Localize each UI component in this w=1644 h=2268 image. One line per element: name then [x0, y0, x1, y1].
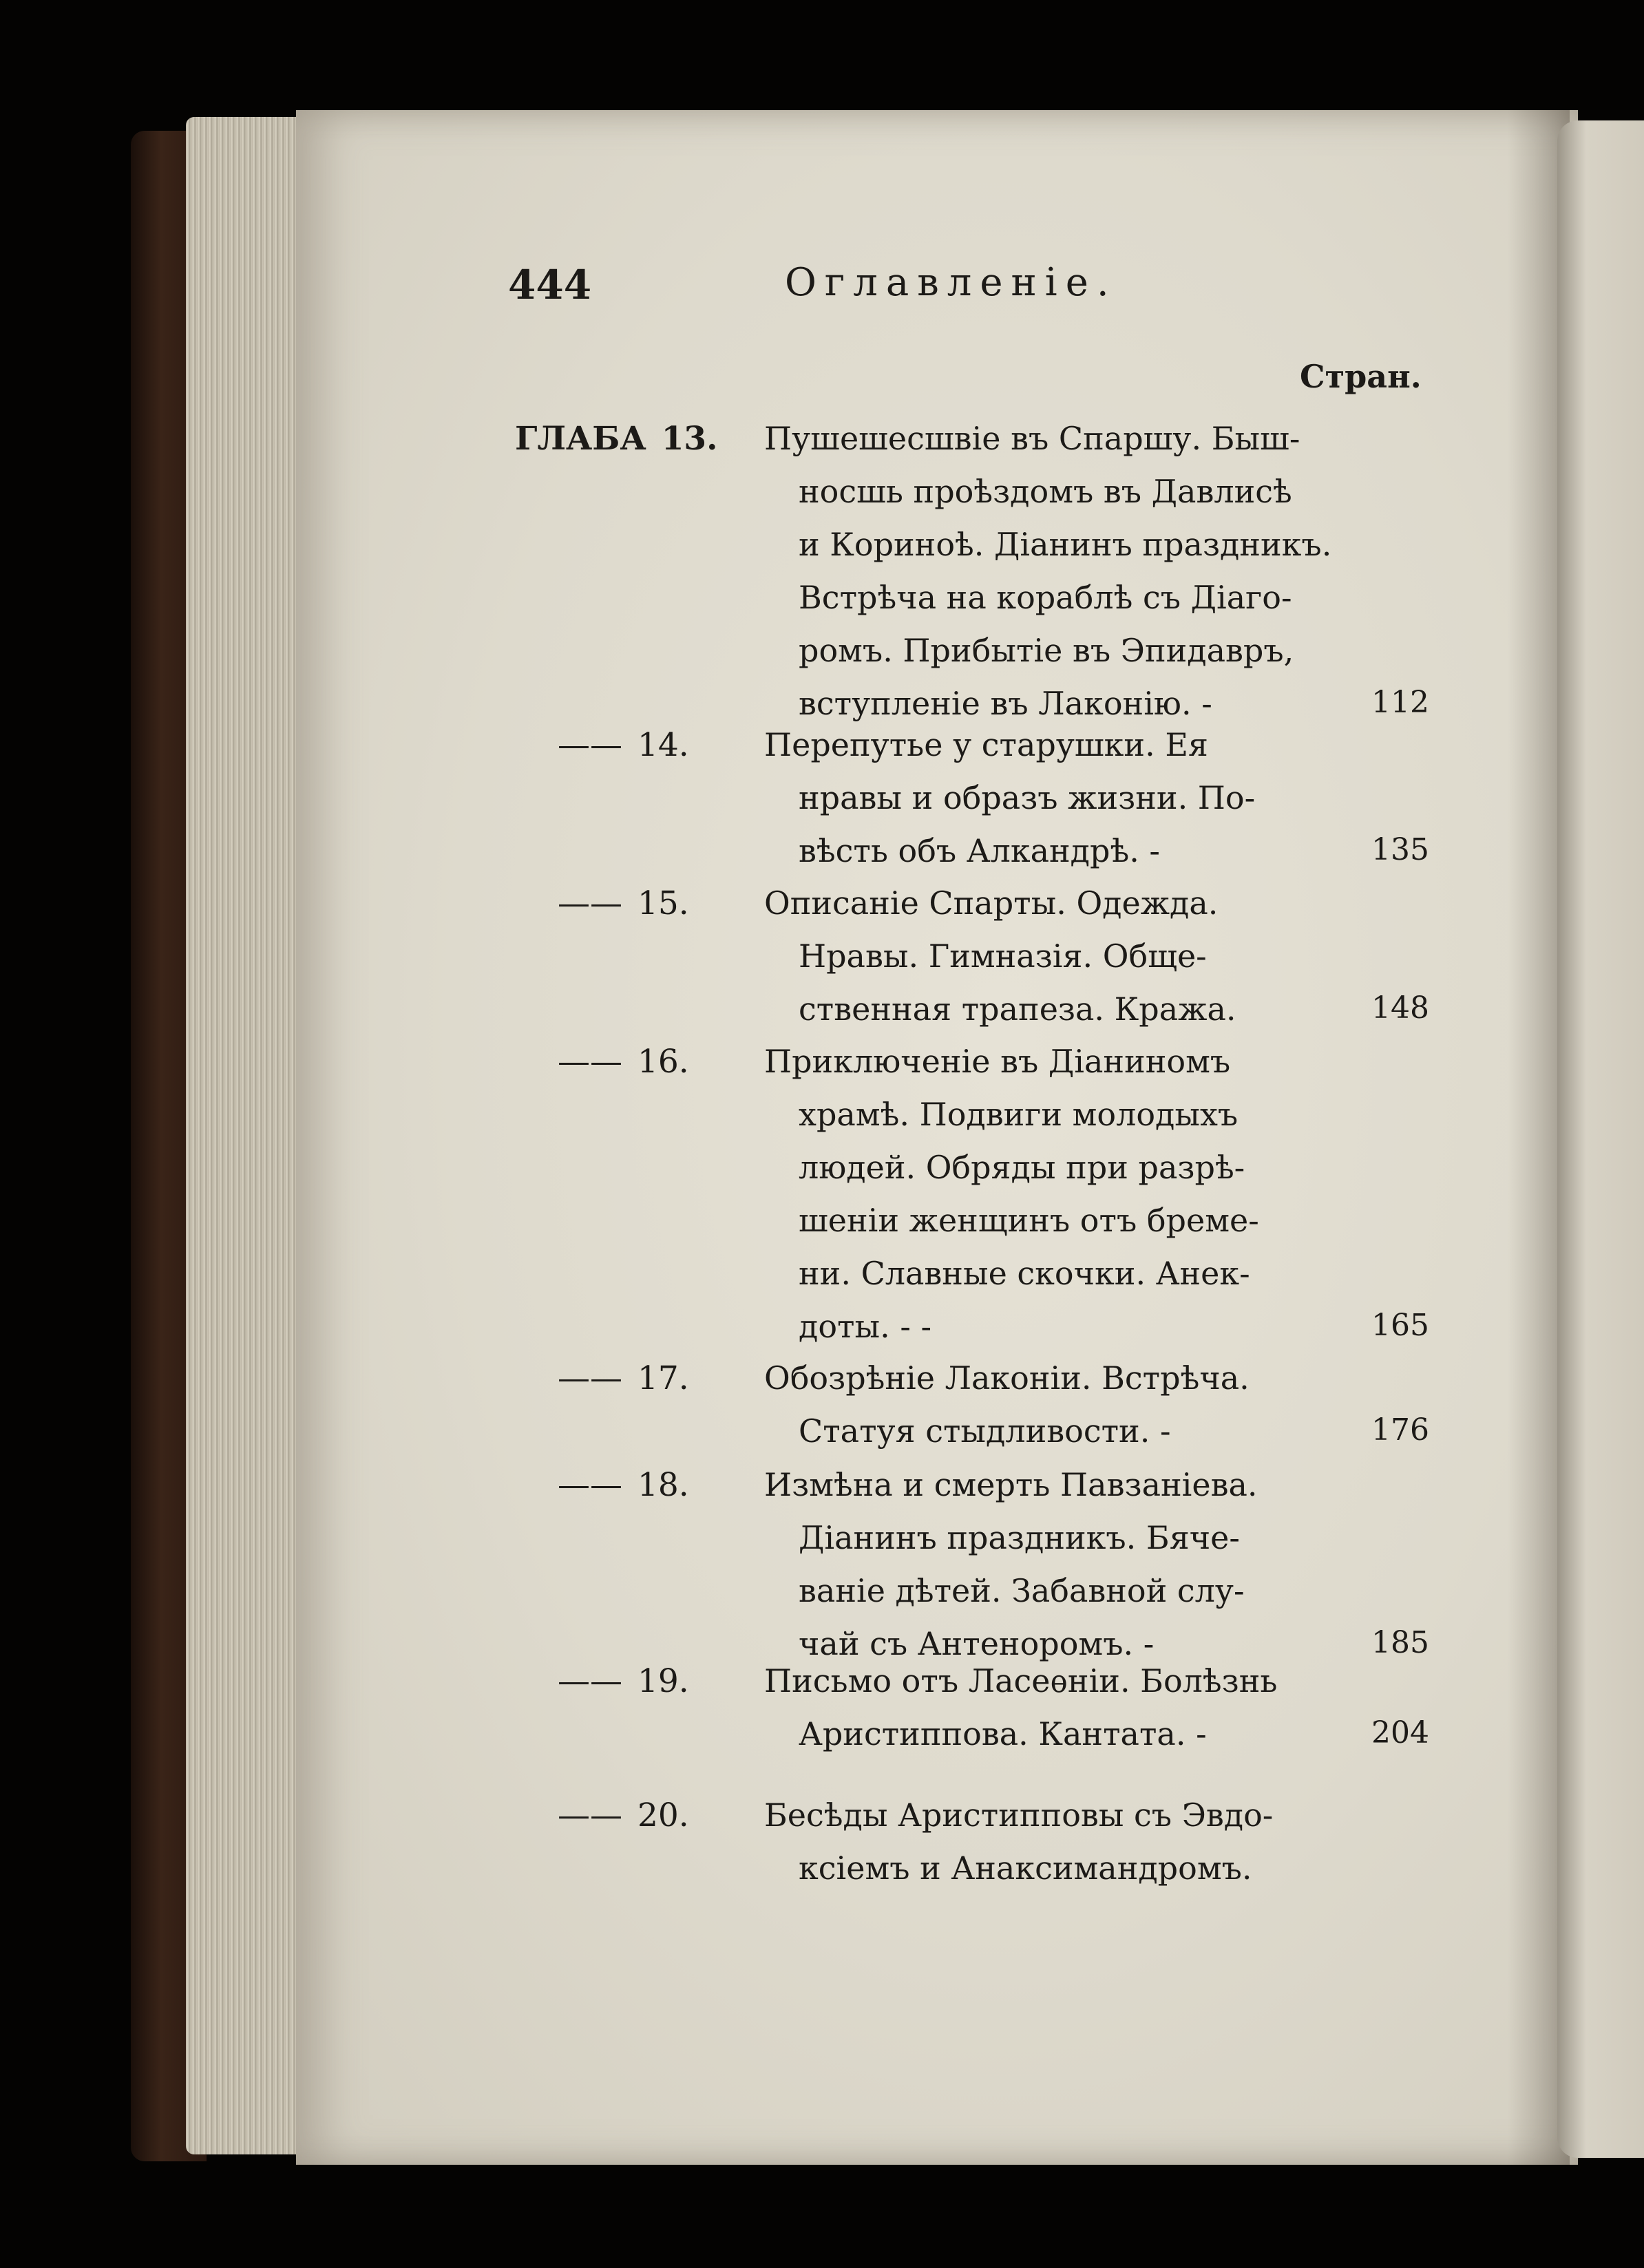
chapter-description-line: Нравы. Гимназія. Обще- [799, 937, 1207, 975]
chapter-description-line: Встрѣча на кораблѣ съ Діаго- [799, 579, 1292, 616]
chapter-number: 20. [637, 1797, 689, 1834]
chapter-description-line: Аристиппова. Кантата. - [799, 1715, 1207, 1752]
chapter-description-line: Статуя стыдливости. - [799, 1412, 1171, 1450]
page-number: 444 [508, 262, 592, 308]
toc-entry-label [558, 1043, 689, 1081]
chapter-label: —— [558, 1359, 622, 1397]
page-reference: 204 [1371, 1715, 1429, 1750]
chapter-description-line: Бесѣды Аристипповы съ Эвдо- [764, 1797, 1274, 1834]
chapter-number: 19. [637, 1662, 689, 1700]
chapter-label: —— [558, 1662, 622, 1700]
chapter-label: —— [558, 1043, 622, 1081]
chapter-number: 13. [661, 420, 718, 458]
chapter-number: 15. [637, 884, 689, 922]
page-reference: 135 [1371, 832, 1429, 867]
chapter-description-line: ромъ. Прибытіе въ Эпидавръ, [799, 632, 1294, 669]
chapter-description-line: Діанинъ праздникъ. Бяче- [799, 1519, 1240, 1556]
chapter-number: 17. [637, 1359, 689, 1397]
chapter-label: ГЛАБА [515, 420, 646, 458]
toc-entry-label [558, 1797, 689, 1834]
chapter-description-line: доты. - - [799, 1308, 932, 1345]
toc-entry-label [558, 1466, 689, 1504]
toc-entry-label [558, 884, 689, 922]
chapter-description-line: Письмо отъ Ласеѳніи. Болѣзнь [764, 1662, 1278, 1699]
toc-entry-label [558, 1662, 689, 1700]
chapter-description-line: нравы и образъ жизни. По- [799, 779, 1256, 816]
chapter-label: —— [558, 1797, 622, 1834]
chapter-description-line: ваніе дѣтей. Забавной слу- [799, 1572, 1245, 1609]
chapter-description-line: Обозрѣніе Лаконіи. Встрѣча. [764, 1359, 1250, 1397]
page-reference: 185 [1371, 1625, 1429, 1660]
chapter-description-line: Описаніе Спарты. Одежда. [764, 884, 1219, 922]
page-reference: 148 [1371, 990, 1429, 1026]
page-reference: 165 [1371, 1308, 1429, 1343]
running-head: Оглавленіе. [785, 260, 1117, 305]
chapter-description-line: Перепутье у старушки. Ея [764, 726, 1208, 763]
chapter-description-line: ксіемъ и Анаксимандромъ. [799, 1850, 1252, 1887]
chapter-description-line: Измѣна и смерть Павзаніева. [764, 1466, 1258, 1503]
chapter-description-line: вступленіе въ Лаконію. - [799, 685, 1212, 722]
chapter-number: 16. [637, 1043, 689, 1081]
chapter-description-line: носшь проѣздомъ въ Давлисѣ [799, 473, 1292, 510]
chapter-number: 14. [637, 726, 689, 764]
toc-entry-label [515, 420, 718, 458]
toc-entry-label [558, 1359, 689, 1397]
chapter-label: —— [558, 1466, 622, 1504]
toc-entry-label [558, 726, 689, 764]
chapter-description-line: ственная трапеза. Кража. [799, 990, 1236, 1028]
chapter-description-line: шеніи женщинъ отъ бреме- [799, 1202, 1259, 1239]
chapter-label: —— [558, 884, 622, 922]
page-edges [186, 117, 306, 2154]
chapter-description-line: вѣсть объ Алкандрѣ. - [799, 832, 1160, 869]
column-heading: Стран. [1300, 358, 1422, 395]
chapter-description-line: Приключеніе въ Діаниномъ [764, 1043, 1231, 1080]
chapter-description-line: ни. Славные скочки. Анек- [799, 1255, 1250, 1292]
chapter-description-line: чай съ Антеноромъ. - [799, 1625, 1155, 1662]
page-reference: 112 [1371, 685, 1429, 720]
chapter-description-line: храмѣ. Подвиги молодыхъ [799, 1096, 1239, 1133]
chapter-number: 18. [637, 1466, 689, 1504]
chapter-description-line: людей. Обряды при разрѣ- [799, 1149, 1245, 1186]
chapter-description-line: Пушешесшвіе въ Спаршу. Быш- [764, 420, 1300, 457]
chapter-label: —— [558, 726, 622, 764]
facing-page [1557, 120, 1644, 2158]
page-reference: 176 [1371, 1412, 1429, 1448]
chapter-description-line: и Кориноѣ. Діанинъ праздникъ. [799, 526, 1332, 563]
